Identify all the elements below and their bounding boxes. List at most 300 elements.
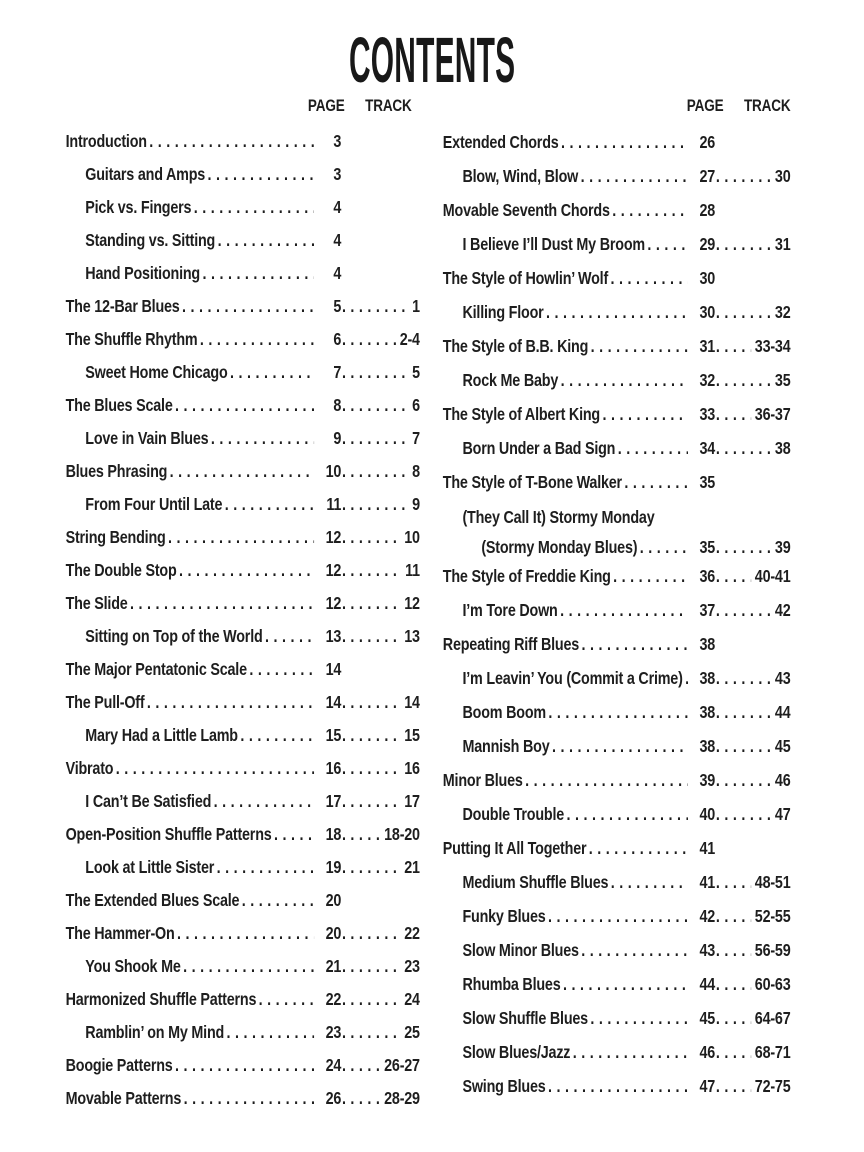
entry-track-cell xyxy=(341,323,420,356)
entry-page-number: 39 xyxy=(699,770,716,790)
entry-track-number: 72-75 xyxy=(754,1076,791,1096)
entry-page-number: 18 xyxy=(325,824,342,844)
dot-leader xyxy=(548,695,688,729)
entry-page-number: 34 xyxy=(699,438,716,458)
dot-leader xyxy=(342,356,409,389)
toc-entry xyxy=(443,536,791,559)
toc-entry xyxy=(66,950,420,983)
entry-title: You Shook Me xyxy=(85,956,181,976)
entry-track-cell xyxy=(715,695,790,729)
dot-leader xyxy=(240,719,314,752)
entry-page-number: 3 xyxy=(333,164,342,184)
toc-entry xyxy=(66,785,420,818)
toc-entry xyxy=(66,983,420,1016)
entry-title: Minor Blues xyxy=(442,770,523,790)
entry-track-cell xyxy=(341,554,420,587)
toc-entry xyxy=(443,159,791,193)
toc-entry xyxy=(443,499,791,536)
entry-page-number: 37 xyxy=(699,600,716,620)
entry-title: I’m Leavin’ You (Commit a Crime) xyxy=(462,668,683,688)
dot-leader xyxy=(202,257,314,290)
entry-page-number: 21 xyxy=(325,956,342,976)
entry-title: The Hammer-On xyxy=(65,923,175,943)
entry-title: Swing Blues xyxy=(462,1076,546,1096)
toc-entry xyxy=(66,752,420,785)
dot-leader xyxy=(342,719,401,752)
entry-title: The Style of Albert King xyxy=(442,404,600,424)
entry-page-number: 20 xyxy=(325,923,342,943)
entry-track-number: 26-27 xyxy=(384,1055,420,1075)
entry-page-number: 26 xyxy=(699,132,716,152)
toc-entry xyxy=(443,797,791,831)
entry-page-number: 46 xyxy=(699,1042,716,1062)
entry-track-cell xyxy=(341,785,420,818)
toc-entry xyxy=(66,488,420,521)
entry-title: Mary Had a Little Lamb xyxy=(85,725,238,745)
entry-track-cell xyxy=(341,950,420,983)
entry-title: Slow Blues/Jazz xyxy=(462,1042,571,1062)
entry-track-number: 39 xyxy=(774,537,791,557)
toc-entry xyxy=(66,653,420,686)
toc-entry xyxy=(66,191,420,224)
entry-page-number: 23 xyxy=(325,1022,342,1042)
entry-title: The Style of Freddie King xyxy=(442,566,611,586)
dot-leader xyxy=(342,422,409,455)
dot-leader xyxy=(342,950,401,983)
dot-leader xyxy=(342,851,401,884)
entry-track-number: 32 xyxy=(774,302,791,322)
entry-page-number: 16 xyxy=(325,758,342,778)
dot-leader xyxy=(342,455,409,488)
entry-title: I Believe I’ll Dust My Broom xyxy=(462,234,645,254)
entry-track-number: 52-55 xyxy=(754,906,791,926)
entry-track-cell xyxy=(715,1069,790,1103)
entry-page-number: 5 xyxy=(333,296,342,316)
dot-leader xyxy=(610,261,687,295)
toc-entry xyxy=(443,627,791,661)
dot-leader xyxy=(116,752,314,785)
dot-leader xyxy=(274,818,314,851)
toc-entry xyxy=(66,356,420,389)
entry-track-number: 25 xyxy=(404,1022,420,1042)
dot-leader xyxy=(342,917,401,950)
entry-track-cell xyxy=(341,389,420,422)
toc-entry xyxy=(443,865,791,899)
entry-title: The Slide xyxy=(65,593,128,613)
dot-leader xyxy=(647,227,688,261)
entry-page-number: 4 xyxy=(333,230,342,250)
dot-leader xyxy=(175,389,314,422)
entry-page-number: 14 xyxy=(325,659,342,679)
toc-entry xyxy=(66,1049,420,1082)
dot-leader xyxy=(716,227,772,261)
entry-title: Putting It All Together xyxy=(442,838,587,858)
entry-track-cell xyxy=(341,983,420,1016)
dot-leader xyxy=(716,431,772,465)
toc-entry xyxy=(66,290,420,323)
dot-leader xyxy=(602,397,688,431)
entry-track-number: 9 xyxy=(412,494,420,514)
entry-track-cell xyxy=(341,917,420,950)
dot-leader xyxy=(342,1016,401,1049)
dot-leader xyxy=(561,363,688,397)
entry-track-cell xyxy=(715,729,790,763)
toc-rows-left xyxy=(66,125,420,1115)
entry-track-cell xyxy=(715,295,790,329)
entry-track-number: 5 xyxy=(412,362,420,382)
entry-title: The Style of Howlin’ Wolf xyxy=(442,268,609,288)
entry-track-number: 22 xyxy=(404,923,420,943)
entry-track-number: 17 xyxy=(404,791,420,811)
entry-track-number: 2-4 xyxy=(399,329,420,349)
toc-entry xyxy=(443,363,791,397)
entry-track-number: 36-37 xyxy=(754,404,791,424)
page-column-header: PAGE xyxy=(686,97,724,115)
toc-entry xyxy=(443,397,791,431)
toc-entry xyxy=(66,554,420,587)
dot-leader xyxy=(249,653,314,686)
dot-leader xyxy=(716,536,772,559)
entry-title: I Can’t Be Satisfied xyxy=(85,791,212,811)
dot-leader xyxy=(624,465,688,499)
entry-title: Slow Shuffle Blues xyxy=(462,1008,588,1028)
entry-page-number: 24 xyxy=(325,1055,342,1075)
toc-entry xyxy=(443,729,791,763)
entry-track-number: 23 xyxy=(404,956,420,976)
dot-leader xyxy=(716,763,772,797)
dot-leader xyxy=(208,158,315,191)
entry-page-number: 22 xyxy=(325,989,342,1009)
entry-title: Vibrato xyxy=(65,758,114,778)
entry-track-cell xyxy=(341,1016,420,1049)
entry-track-cell xyxy=(715,159,790,193)
entry-track-number: 47 xyxy=(774,804,791,824)
entry-track-cell xyxy=(341,488,420,521)
entry-track-number: 7 xyxy=(412,428,420,448)
dot-leader xyxy=(716,593,772,627)
entry-track-cell xyxy=(715,797,790,831)
column-header-left xyxy=(66,96,420,116)
entry-track-number: 24 xyxy=(404,989,420,1009)
dot-leader xyxy=(716,1035,752,1069)
entry-track-number: 38 xyxy=(774,438,791,458)
entry-track-cell xyxy=(341,422,420,455)
dot-leader xyxy=(548,899,688,933)
dot-leader xyxy=(613,559,688,593)
entry-track-number: 46 xyxy=(774,770,791,790)
entry-page-number: 26 xyxy=(325,1088,342,1108)
entry-track-number: 1 xyxy=(412,296,420,316)
track-column-header: TRACK xyxy=(365,97,412,115)
toc-column-left xyxy=(66,96,420,1115)
entry-page-number: 40 xyxy=(699,804,716,824)
dot-leader xyxy=(716,899,752,933)
entry-track-cell xyxy=(715,763,790,797)
entry-track-number: 13 xyxy=(404,626,420,646)
entry-page-number: 12 xyxy=(325,593,342,613)
entry-page-number: 38 xyxy=(699,634,716,654)
entry-title: Sitting on Top of the World xyxy=(85,626,263,646)
dot-leader xyxy=(177,917,314,950)
entry-title: Rock Me Baby xyxy=(462,370,559,390)
entry-title: Double Trouble xyxy=(462,804,565,824)
page-title xyxy=(0,0,864,96)
toc-rows-right xyxy=(443,125,791,1103)
entry-title: Harmonized Shuffle Patterns xyxy=(65,989,257,1009)
dot-leader xyxy=(200,323,314,356)
entry-track-cell xyxy=(341,587,420,620)
entry-title: String Bending xyxy=(65,527,166,547)
entry-page-number: 10 xyxy=(325,461,342,481)
entry-page-number: 4 xyxy=(333,197,342,217)
dot-leader xyxy=(184,1082,314,1115)
dot-leader xyxy=(259,983,314,1016)
entry-title: Movable Seventh Chords xyxy=(442,200,610,220)
dot-leader xyxy=(716,933,752,967)
dot-leader xyxy=(194,191,314,224)
entry-track-number: 40-41 xyxy=(754,566,791,586)
entry-track-cell xyxy=(715,431,790,465)
entry-page-number: 38 xyxy=(699,668,716,688)
toc-column-right xyxy=(443,96,791,1115)
dot-leader xyxy=(716,729,772,763)
dot-leader xyxy=(591,329,688,363)
dot-leader xyxy=(170,455,314,488)
dot-leader xyxy=(242,884,314,917)
toc-entry xyxy=(66,719,420,752)
entry-page-number: 30 xyxy=(699,302,716,322)
toc-entry xyxy=(66,125,420,158)
toc-entry xyxy=(66,917,420,950)
dot-leader xyxy=(342,785,401,818)
entry-track-number: 12 xyxy=(404,593,420,613)
page-title-text: CONTENTS xyxy=(348,24,516,96)
entry-title: Love in Vain Blues xyxy=(85,428,209,448)
dot-leader xyxy=(612,193,688,227)
toc-entry xyxy=(66,389,420,422)
entry-track-cell xyxy=(715,559,790,593)
entry-title: From Four Until Late xyxy=(85,494,223,514)
entry-page-number: 29 xyxy=(699,234,716,254)
toc-columns xyxy=(0,96,864,1115)
toc-entry xyxy=(443,1069,791,1103)
entry-title: The Style of T-Bone Walker xyxy=(442,472,622,492)
entry-title: Funky Blues xyxy=(462,906,546,926)
toc-entry xyxy=(66,884,420,917)
dot-leader xyxy=(342,554,402,587)
entry-track-number: 8 xyxy=(412,461,420,481)
dot-leader xyxy=(581,933,688,967)
entry-track-cell xyxy=(341,1082,420,1115)
entry-track-number: 6 xyxy=(412,395,420,415)
toc-entry xyxy=(443,1001,791,1035)
entry-title: Open-Position Shuffle Patterns xyxy=(65,824,272,844)
entry-track-cell xyxy=(341,752,420,785)
dot-leader xyxy=(342,290,409,323)
entry-title: Medium Shuffle Blues xyxy=(462,872,609,892)
entry-page-number: 42 xyxy=(699,906,716,926)
entry-title: Look at Little Sister xyxy=(85,857,215,877)
toc-entry xyxy=(66,1016,420,1049)
dot-leader xyxy=(581,627,687,661)
dot-leader xyxy=(342,1049,381,1082)
entry-track-cell xyxy=(341,521,420,554)
entry-track-cell xyxy=(341,818,420,851)
entry-title: Movable Patterns xyxy=(65,1088,182,1108)
dot-leader xyxy=(230,356,314,389)
entry-page-number: 9 xyxy=(333,428,342,448)
dot-leader xyxy=(214,785,314,818)
entry-track-cell xyxy=(715,899,790,933)
entry-title-continued: (Stormy Monday Blues) xyxy=(481,537,638,557)
dot-leader xyxy=(716,797,772,831)
entry-title: Rhumba Blues xyxy=(462,974,561,994)
entry-title: Repeating Riff Blues xyxy=(442,634,580,654)
entry-track-number: 33-34 xyxy=(754,336,791,356)
dot-leader xyxy=(685,661,688,695)
entry-track-cell xyxy=(341,1049,420,1082)
dot-leader xyxy=(342,620,401,653)
entry-page-number: 11 xyxy=(326,494,342,514)
toc-entry xyxy=(66,686,420,719)
entry-page-number: 30 xyxy=(699,268,716,288)
dot-leader xyxy=(342,1082,381,1115)
entry-title: (They Call It) Stormy Monday xyxy=(462,507,655,527)
entry-track-cell xyxy=(715,865,790,899)
entry-page-number: 38 xyxy=(699,702,716,722)
entry-track-number: 10 xyxy=(404,527,420,547)
entry-page-number: 6 xyxy=(333,329,342,349)
toc-entry xyxy=(66,455,420,488)
toc-entry xyxy=(443,227,791,261)
entry-track-number: 15 xyxy=(404,725,420,745)
toc-entry xyxy=(443,831,791,865)
dot-leader xyxy=(175,1049,314,1082)
dot-leader xyxy=(716,1069,752,1103)
entry-page-number: 3 xyxy=(333,131,342,151)
entry-page-number: 36 xyxy=(699,566,716,586)
toc-entry xyxy=(66,587,420,620)
dot-leader xyxy=(342,686,401,719)
entry-page-number: 41 xyxy=(699,838,716,858)
toc-entry xyxy=(66,224,420,257)
entry-page-number: 28 xyxy=(699,200,716,220)
dot-leader xyxy=(149,125,314,158)
dot-leader xyxy=(716,363,772,397)
entry-title: The 12-Bar Blues xyxy=(65,296,180,316)
dot-leader xyxy=(563,967,688,1001)
toc-entry xyxy=(66,422,420,455)
dot-leader xyxy=(525,763,688,797)
dot-leader xyxy=(552,729,688,763)
dot-leader xyxy=(581,159,688,193)
entry-page-number: 31 xyxy=(699,336,716,356)
toc-entry xyxy=(66,818,420,851)
toc-entry xyxy=(66,323,420,356)
dot-leader xyxy=(716,1001,752,1035)
dot-leader xyxy=(618,431,688,465)
dot-leader xyxy=(716,329,752,363)
entry-title: The Shuffle Rhythm xyxy=(65,329,198,349)
entry-title: Guitars and Amps xyxy=(85,164,206,184)
dot-leader xyxy=(716,967,752,1001)
dot-leader xyxy=(342,389,409,422)
toc-entry xyxy=(66,158,420,191)
dot-leader xyxy=(611,865,688,899)
toc-entry xyxy=(443,695,791,729)
entry-title: The Pull-Off xyxy=(65,692,145,712)
dot-leader xyxy=(716,661,772,695)
entry-title: Hand Positioning xyxy=(85,263,200,283)
entry-track-number: 45 xyxy=(774,736,791,756)
entry-track-cell xyxy=(715,967,790,1001)
dot-leader xyxy=(218,224,314,257)
entry-title: Born Under a Bad Sign xyxy=(462,438,616,458)
entry-page-number: 27 xyxy=(699,166,716,186)
dot-leader xyxy=(342,587,401,620)
entry-track-number: 64-67 xyxy=(754,1008,791,1028)
dot-leader xyxy=(561,125,688,159)
toc-entry xyxy=(443,559,791,593)
toc-entry xyxy=(443,431,791,465)
toc-entry xyxy=(66,521,420,554)
dot-leader xyxy=(716,865,752,899)
entry-title: Slow Minor Blues xyxy=(462,940,579,960)
entry-track-cell xyxy=(715,593,790,627)
entry-title: Mannish Boy xyxy=(462,736,550,756)
entry-track-cell xyxy=(715,536,790,559)
entry-title: Boogie Patterns xyxy=(65,1055,173,1075)
entry-title: The Double Stop xyxy=(65,560,177,580)
entry-track-cell xyxy=(715,1035,790,1069)
toc-entry xyxy=(443,465,791,499)
entry-track-number: 16 xyxy=(404,758,420,778)
toc-entry xyxy=(443,295,791,329)
entry-page-number: 15 xyxy=(325,725,342,745)
entry-track-number: 21 xyxy=(404,857,420,877)
dot-leader xyxy=(716,397,752,431)
dot-leader xyxy=(342,323,396,356)
entry-track-number: 28-29 xyxy=(384,1088,420,1108)
entry-page-number: 13 xyxy=(325,626,342,646)
entry-track-cell xyxy=(341,455,420,488)
entry-page-number: 14 xyxy=(325,692,342,712)
dot-leader xyxy=(225,488,314,521)
track-column-header: TRACK xyxy=(743,97,791,115)
entry-page-number: 45 xyxy=(699,1008,716,1028)
entry-page-number: 17 xyxy=(325,791,342,811)
dot-leader xyxy=(546,295,688,329)
dot-leader xyxy=(265,620,314,653)
toc-entry xyxy=(443,193,791,227)
toc-entry xyxy=(66,851,420,884)
entry-track-cell xyxy=(341,290,420,323)
entry-track-cell xyxy=(715,397,790,431)
entry-page-number: 35 xyxy=(699,537,716,557)
dot-leader xyxy=(716,559,752,593)
entry-track-number: 31 xyxy=(774,234,791,254)
column-header-right xyxy=(443,96,791,116)
entry-track-cell xyxy=(341,620,420,653)
dot-leader xyxy=(548,1069,688,1103)
entry-track-cell xyxy=(715,933,790,967)
dot-leader xyxy=(567,797,688,831)
dot-leader xyxy=(227,1016,315,1049)
toc-entry xyxy=(66,620,420,653)
entry-page-number: 12 xyxy=(325,527,342,547)
entry-title: Blues Phrasing xyxy=(65,461,168,481)
entry-page-number: 19 xyxy=(325,857,342,877)
